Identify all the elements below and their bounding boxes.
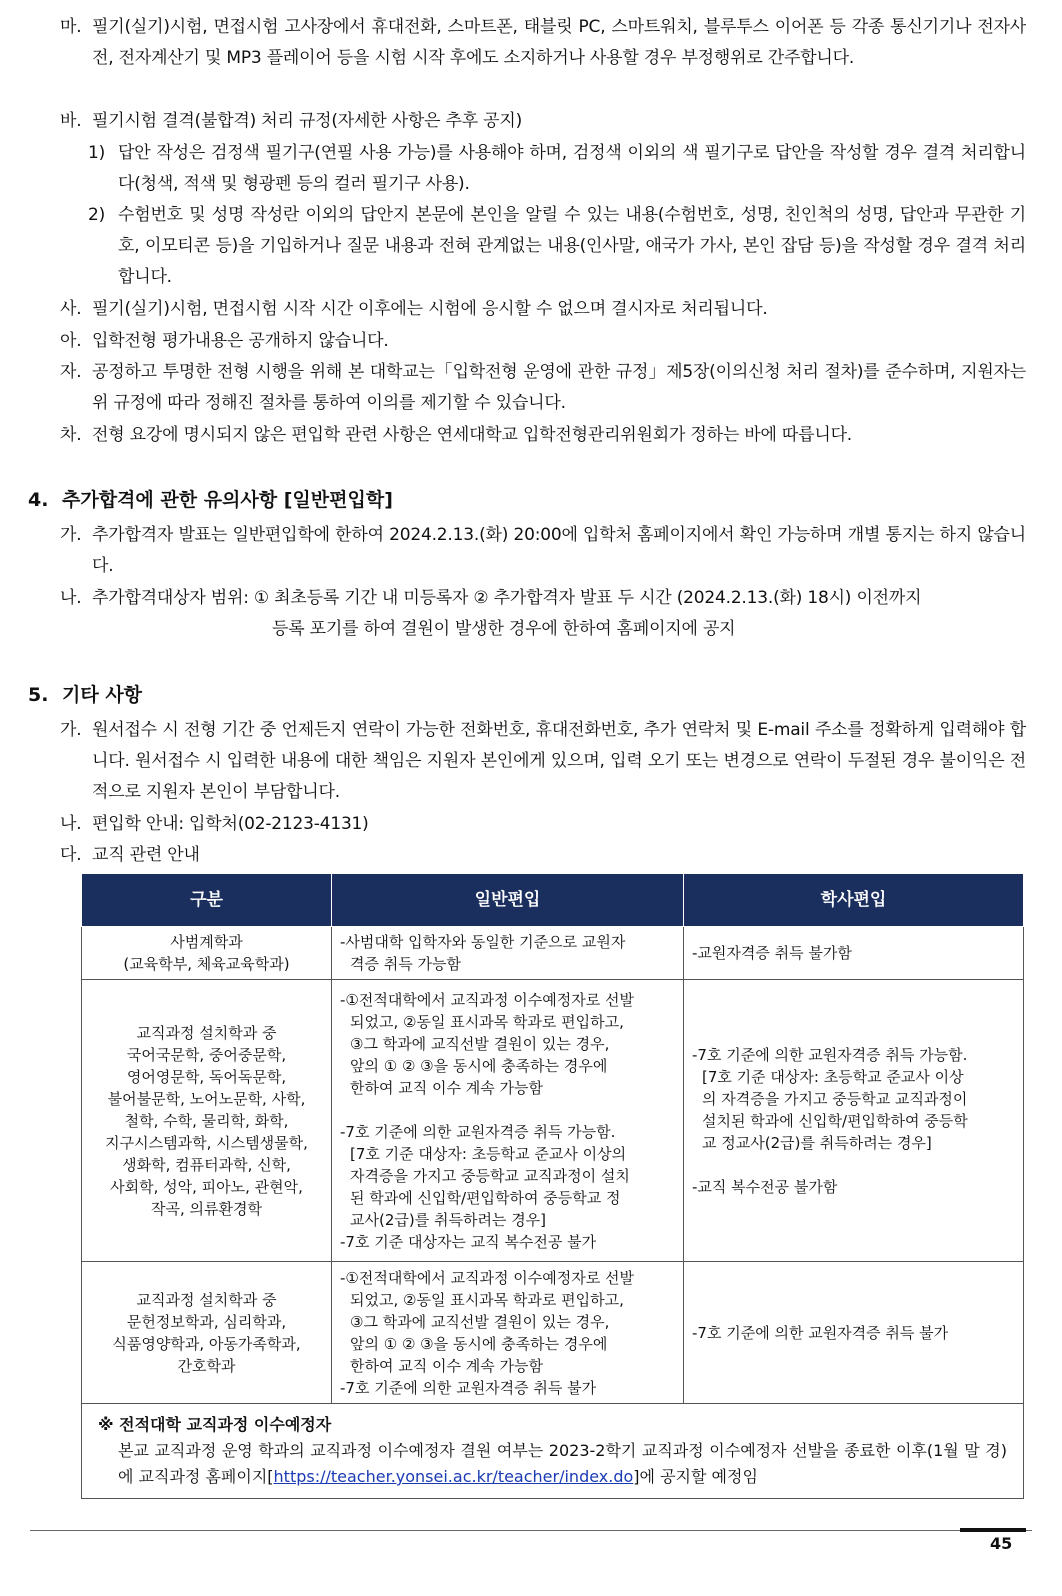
item-text: 원서접수 시 전형 기간 중 언제든지 연락이 가능한 전화번호, 휴대전화번호, 추가 연락처 및 E-mail 주소를 정확하게 입력해야 합니다. 원서접수 시 입력한 내용에 대한 책임은 지원자 본인에게 있으며, 입력 오기 또는 변경으로 연락이 두절된 경우 불이익은 전적으로 지원자 본인이 부담합니다. xyxy=(92,720,1026,802)
s5-item-da xyxy=(60,840,1026,871)
item-ba xyxy=(60,106,1026,137)
item-cha xyxy=(60,420,1026,451)
cell-gap xyxy=(340,1099,675,1121)
item-label: 바. xyxy=(60,111,82,131)
cell-line: 된 학과에 신입학/편입학하여 중등학교 정 xyxy=(350,1188,621,1207)
cell-line: 간호학과 xyxy=(177,1356,236,1375)
cell-line: 철학, 수학, 물리학, 화학, xyxy=(124,1111,289,1130)
item-label: 나. xyxy=(60,814,82,834)
page-number: 45 xyxy=(990,1534,1013,1553)
section-5-title xyxy=(28,680,142,710)
item-text: 수험번호 및 성명 작성란 이외의 답안지 본문에 본인을 알릴 수 있는 내용(수험번호, 성명, 친인척의 성명, 답안과 무관한 기호, 이모티콘 등)을 기입하거나 질문 내용과 전혀 관계없는 내용(인사말, 애국가 가사, 본인 잡담 등)을 작성할 경우 결격 처리합니다. xyxy=(118,205,1026,287)
item-label: 아. xyxy=(60,331,82,351)
cell-line: -교직 복수전공 불가함 xyxy=(692,1177,838,1196)
footer-accent-bar xyxy=(960,1528,1026,1532)
table-row xyxy=(82,980,1024,1262)
cell-line: 국어국문학, 중어중문학, xyxy=(126,1045,287,1064)
note-text-after: ]에 공지할 예정임 xyxy=(633,1467,758,1486)
item-label: 마. xyxy=(60,17,82,37)
row-general xyxy=(332,1262,684,1404)
cell-line: 앞의 ① ② ③을 동시에 충족하는 경우에 xyxy=(350,1056,608,1075)
note-text-before: 본교 교직과정 운영 학과의 교직과정 이수예정자 결원 여부는 2023-2학기 교직과정 이수예정자 선발을 종료한 이후(1월 말 경)에 교직과정 홈페이지[ xyxy=(118,1441,1007,1486)
cell-line: 격증 취득 가능함 xyxy=(350,955,461,973)
table-note xyxy=(82,1404,1024,1499)
cell-line: 생화학, 컴퓨터과학, 신학, xyxy=(122,1155,291,1174)
item-text: 편입학 안내: 입학처(02-2123-4131) xyxy=(92,814,369,834)
item-label: 사. xyxy=(60,299,82,319)
item-sa xyxy=(60,294,1026,325)
item-a xyxy=(60,326,1026,357)
cell-line: 의 자격증을 가지고 중등학교 교직과정이 xyxy=(702,1089,968,1108)
cell-line: 교직과정 설치학과 중 xyxy=(136,1290,277,1309)
s5-item-ga xyxy=(60,715,1026,808)
cell-line: 교사(2급)를 취득하려는 경우] xyxy=(350,1210,547,1229)
cell-line: 한하여 교직 이수 계속 가능함 xyxy=(350,1356,543,1375)
header-general-transfer: 일반편입 xyxy=(332,874,684,927)
item-label: 다. xyxy=(60,845,82,865)
subitem-2 xyxy=(88,200,1026,293)
header-bachelor-transfer: 학사편입 xyxy=(684,874,1024,927)
item-text-continued: 등록 포기를 하여 결원이 발생한 경우에 한하여 홈페이지에 공지 xyxy=(272,619,736,639)
cell-line: -①전적대학에서 교직과정 이수예정자로 선발 xyxy=(340,990,634,1009)
table-note-row xyxy=(82,1404,1024,1499)
row-general xyxy=(332,927,684,980)
table-header-row xyxy=(82,874,1024,927)
s4-item-ga xyxy=(60,520,1026,582)
item-text: 추가합격대상자 범위: ① 최초등록 기간 내 미등록자 ② 추가합격자 발표 두 시간 (2024.2.13.(화) 18시) 이전까지 xyxy=(92,588,922,608)
item-label: 가. xyxy=(60,720,82,740)
cell-line: 영어영문학, 독어독문학, xyxy=(126,1067,287,1086)
cell-line: -7호 기준 대상자는 교직 복수전공 불가 xyxy=(340,1232,597,1251)
row-category xyxy=(82,1262,332,1404)
cell-line: -사범대학 입학자와 동일한 기준으로 교원자 xyxy=(340,933,626,951)
item-text: 답안 작성은 검정색 필기구(연필 사용 가능)를 사용해야 하며, 검정색 이외의 색 필기구로 답안을 작성할 경우 결격 처리합니다(청색, 적색 및 형광펜 등의 컬러 필기구 사용). xyxy=(118,143,1026,194)
item-text: 교직 관련 안내 xyxy=(92,845,200,865)
row-category xyxy=(82,927,332,980)
section-title-text: 추가합격에 관한 유의사항 [일반편입학] xyxy=(62,489,393,511)
subitem-1 xyxy=(88,138,1026,200)
row-category xyxy=(82,980,332,1262)
table-row xyxy=(82,1262,1024,1404)
cell-line: -7호 기준에 의한 교원자격증 취득 가능함. xyxy=(340,1122,616,1141)
item-label: 2) xyxy=(88,205,106,225)
item-text: 추가합격자 발표는 일반편입학에 한하여 2024.2.13.(화) 20:00에 입학처 홈페이지에서 확인 가능하며 개별 통지는 하지 않습니다. xyxy=(92,525,1026,576)
cell-line: 교직과정 설치학과 중 xyxy=(136,1023,277,1042)
cell-line: ③그 학과에 교직선발 결원이 있는 경우, xyxy=(350,1312,610,1331)
cell-line: 불어불문학, 노어노문학, 사학, xyxy=(107,1089,306,1108)
row-bachelor xyxy=(684,980,1024,1262)
cell-line: 문헌정보학과, 심리학과, xyxy=(126,1312,287,1331)
cell-line: [7호 기준 대상자: 초등학교 준교사 이상 xyxy=(702,1067,964,1086)
cell-line: 한하여 교직 이수 계속 가능함 xyxy=(350,1078,543,1097)
teacher-homepage-link[interactable]: https://teacher.yonsei.ac.kr/teacher/index.do xyxy=(273,1467,634,1486)
row-general xyxy=(332,980,684,1262)
section-4-title xyxy=(28,485,393,515)
cell-line: -7호 기준에 의한 교원자격증 취득 불가 xyxy=(340,1378,597,1397)
item-ja xyxy=(60,357,1026,419)
item-label: 1) xyxy=(88,143,106,163)
table-row xyxy=(82,927,1024,980)
note-title: ※ 전적대학 교직과정 이수예정자 xyxy=(98,1415,332,1434)
cell-line: -①전적대학에서 교직과정 이수예정자로 선발 xyxy=(340,1268,634,1287)
cell-line: 식품영양학과, 아동가족학과, xyxy=(112,1334,301,1353)
cell-line: -7호 기준에 의한 교원자격증 취득 가능함. xyxy=(692,1045,968,1064)
item-ma xyxy=(60,12,1026,74)
item-text: 필기(실기)시험, 면접시험 고사장에서 휴대전화, 스마트폰, 태블릿 PC, 스마트워치, 블루투스 이어폰 등 각종 통신기기나 전자사전, 전자계산기 및 MP3 플레이어 등을 시험 시작 후에도 소지하거나 사용할 경우 부정행위로 간주합니다. xyxy=(92,17,1026,68)
section-number: 5. xyxy=(28,684,49,706)
row-bachelor xyxy=(684,1262,1024,1404)
s5-item-na xyxy=(60,809,1026,840)
cell-line: 앞의 ① ② ③을 동시에 충족하는 경우에 xyxy=(350,1334,608,1353)
cell-line: 지구시스템과학, 시스템생물학, xyxy=(105,1133,308,1152)
item-label: 자. xyxy=(60,362,82,382)
item-label: 차. xyxy=(60,425,82,445)
cell-line: 되었고, ②동일 표시과목 학과로 편입하고, xyxy=(350,1012,624,1031)
cell-gap xyxy=(692,1154,1015,1176)
item-label: 가. xyxy=(60,525,82,545)
cell-line: 사회학, 성악, 피아노, 관현악, xyxy=(110,1177,303,1196)
cell-line: -교원자격증 취득 불가함 xyxy=(692,944,852,962)
cell-line: -7호 기준에 의한 교원자격증 취득 불가 xyxy=(692,1323,949,1342)
cell-line: 사범계학과 xyxy=(170,933,243,951)
item-text: 전형 요강에 명시되지 않은 편입학 관련 사항은 연세대학교 입학전형관리위원회가 정하는 바에 따릅니다. xyxy=(92,425,852,445)
section-title-text: 기타 사항 xyxy=(62,684,143,706)
teaching-certificate-table xyxy=(81,873,1024,1499)
item-text: 입학전형 평가내용은 공개하지 않습니다. xyxy=(92,331,389,351)
cell-line: 자격증을 가지고 중등학교 교직과정이 설치 xyxy=(350,1166,630,1185)
cell-line: (교육학부, 체육교육학과) xyxy=(123,955,290,973)
cell-line: [7호 기준 대상자: 초등학교 준교사 이상의 xyxy=(350,1144,627,1163)
cell-line: 교 정교사(2급)를 취득하려는 경우] xyxy=(702,1133,932,1152)
note-text xyxy=(98,1438,1007,1490)
cell-line: 작곡, 의류환경학 xyxy=(151,1199,262,1218)
item-text: 필기(실기)시험, 면접시험 시작 시간 이후에는 시험에 응시할 수 없으며 결시자로 처리됩니다. xyxy=(92,299,768,319)
item-label: 나. xyxy=(60,588,82,608)
item-text: 필기시험 결격(불합격) 처리 규정(자세한 사항은 추후 공지) xyxy=(92,111,523,131)
cell-line: 되었고, ②동일 표시과목 학과로 편입하고, xyxy=(350,1290,624,1309)
row-bachelor xyxy=(684,927,1024,980)
s4-item-na xyxy=(60,583,1026,645)
cell-line: 설치된 학과에 신입학/편입학하여 중등학 xyxy=(702,1111,968,1130)
footer-rule xyxy=(30,1530,1032,1531)
item-text: 공정하고 투명한 전형 시행을 위해 본 대학교는「입학전형 운영에 관한 규정」제5장(이의신청 처리 절차)를 준수하며, 지원자는 위 규정에 따라 정해진 절차를 통하여 이의를 제기할 수 있습니다. xyxy=(92,362,1026,413)
section-number: 4. xyxy=(28,489,49,511)
header-category: 구분 xyxy=(82,874,332,927)
cell-line: ③그 학과에 교직선발 결원이 있는 경우, xyxy=(350,1034,610,1053)
